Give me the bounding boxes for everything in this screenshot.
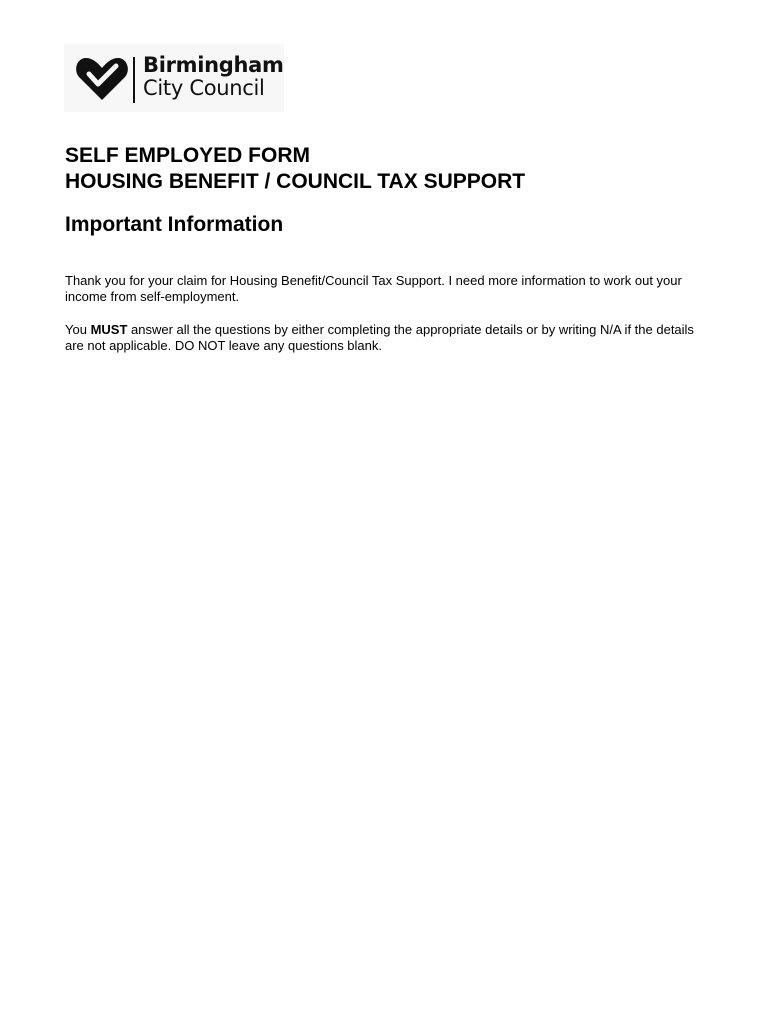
logo-wordmark — [143, 55, 284, 99]
form-title-line1: SELF EMPLOYED FORM — [65, 144, 311, 167]
logo-divider — [133, 57, 135, 103]
form-title — [65, 143, 525, 195]
section-heading: Important Information — [65, 213, 284, 236]
instruction-suffix: answer all the questions by either completing the appropriate details or by writing N/A if the details are not applicable. DO NOT leave any questions blank. — [65, 322, 694, 353]
instruction-paragraph — [65, 322, 705, 354]
logo-line-city-council: City Council — [143, 76, 265, 100]
form-title-line2: HOUSING BENEFIT / COUNCIL TAX SUPPORT — [65, 170, 526, 193]
council-logo — [64, 44, 284, 112]
intro-paragraph: Thank you for your claim for Housing Benefit/Council Tax Support. I need more information to work out your income from self-employment. — [65, 273, 682, 304]
logo-line-birmingham: Birmingham — [143, 53, 284, 77]
heart-check-icon — [76, 56, 128, 102]
instruction-prefix: You — [65, 322, 91, 337]
instruction-emphasis: MUST — [90, 322, 128, 337]
